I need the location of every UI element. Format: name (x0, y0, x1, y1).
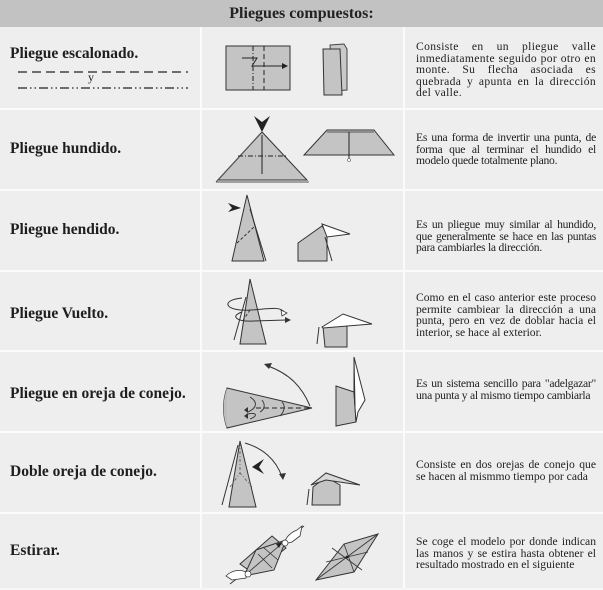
fold-name: Pliegue Vuelto. (10, 305, 109, 322)
legend-joiner: y (88, 70, 94, 84)
figure-cell (202, 272, 403, 350)
table-title: Pliegues compuestos: (229, 4, 374, 22)
table-row-double-rabbit-ear (0, 431, 603, 512)
double-rabbit-ear-diagram-icon (202, 433, 403, 514)
figure-cell (202, 191, 403, 270)
figure-cell (202, 27, 403, 108)
table-row-outside-reverse-fold (0, 270, 603, 350)
fold-description: Consiste en dos orejas de conejo que se hacen al mismmo tiempo por cada (416, 458, 596, 483)
fold-name: Pliegue hundido. (10, 140, 122, 157)
rabbit-ear-fold-diagram-icon (202, 352, 403, 433)
figure-cell (202, 110, 403, 189)
table-row-stretch-fold (0, 512, 603, 588)
fold-name: Pliegue escalonado. (10, 45, 139, 62)
figure-cell (202, 352, 403, 431)
stepped-fold-diagram-icon (202, 27, 403, 108)
figure-cell (202, 433, 403, 512)
table-header (0, 0, 603, 27)
fold-name: Pliegue hendido. (10, 221, 120, 238)
fold-description: Se coge el modelo por donde indican las manos y se estira hasta obtener el resultado mostrado en el siguiente (416, 535, 596, 571)
fold-description: Es un pliegue muy similar al hundido, que generalmente se hace en las puntas para cambiarles la dirección. (416, 218, 596, 254)
outside-reverse-fold-diagram-icon (202, 272, 403, 352)
sink-fold-diagram-icon (202, 110, 403, 191)
valley-mountain-lines-icon (18, 67, 190, 93)
fold-description: Consiste en un pliegue valle inmediatamente seguido por otro en monte. Su flecha asociada es quebrada y apunta en la dirección del valle. (416, 40, 596, 99)
fold-description: Es una forma de invertir una punta, de forma que al terminar el hundido el modelo quede totalmente plano. (416, 131, 596, 167)
fold-name: Estirar. (10, 542, 60, 559)
fold-name: Pliegue en oreja de conejo. (10, 385, 186, 402)
stretch-fold-diagram-icon (202, 514, 403, 590)
figure-cell (202, 514, 403, 588)
inside-reverse-fold-diagram-icon (202, 191, 403, 272)
table-row-stepped-fold (0, 27, 603, 108)
column-divider-1 (200, 27, 202, 588)
table-row-rabbit-ear-fold (0, 350, 603, 431)
fold-line-legend (18, 67, 188, 98)
table-row-inside-reverse-fold (0, 189, 603, 270)
fold-description: Es un sistema sencillo para "adelgazar" una punta y al mismo tiempo cambiarla (416, 377, 596, 402)
table-row-sink-fold (0, 108, 603, 189)
fold-description: Como en el caso anterior este proceso permite cambiear la dirección a una punta, pero en vez de doblar hacia el interior, se hace al exterior. (416, 291, 596, 339)
fold-name: Doble oreja de conejo. (10, 463, 157, 480)
column-divider-2 (403, 27, 405, 588)
